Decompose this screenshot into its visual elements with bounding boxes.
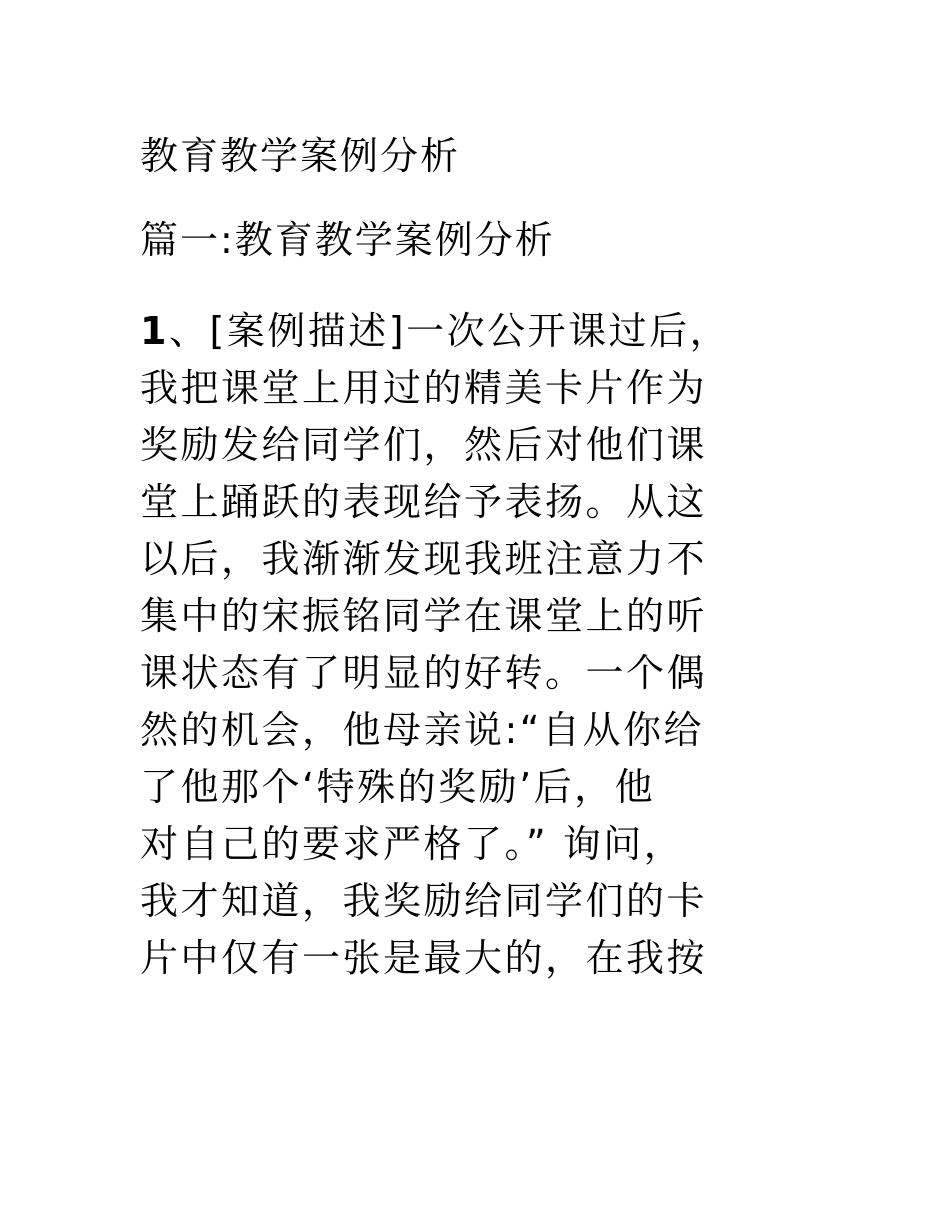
paragraph-line: 堂上踊跃的表现给予表扬。从这 (140, 480, 708, 524)
paragraph-line: 片中仅有一张是最大的，在我按 (140, 936, 708, 980)
paragraph-line: 对自己的要求严格了。” 询问， (140, 822, 685, 866)
paragraph-line: 我把课堂上用过的精美卡片作为 (140, 366, 708, 410)
case-paragraph (140, 303, 820, 987)
paragraph-line-text: 、[案例描述]一次公开课过后， (168, 309, 731, 353)
paragraph-line (140, 303, 820, 360)
paragraph-line: 课状态有了明显的好转。一个偶 (140, 651, 708, 695)
paragraph-line: 然的机会，他母亲说:“自从你给 (140, 708, 704, 752)
section-heading: 篇一:教育教学案例分析 (140, 218, 555, 262)
paragraph-line: 集中的宋振铭同学在课堂上的听 (140, 594, 708, 638)
paragraph-line: 了他那个‘特殊的奖励’后，他 (140, 765, 656, 809)
paragraph-line: 奖励发给同学们，然后对他们课 (140, 423, 708, 467)
document-title: 教育教学案例分析 (140, 134, 461, 178)
paragraph-line: 以后，我渐渐发现我班注意力不 (140, 537, 708, 581)
paragraph-number: 1 (140, 309, 169, 353)
paragraph-line: 我才知道，我奖励给同学们的卡 (140, 879, 708, 923)
